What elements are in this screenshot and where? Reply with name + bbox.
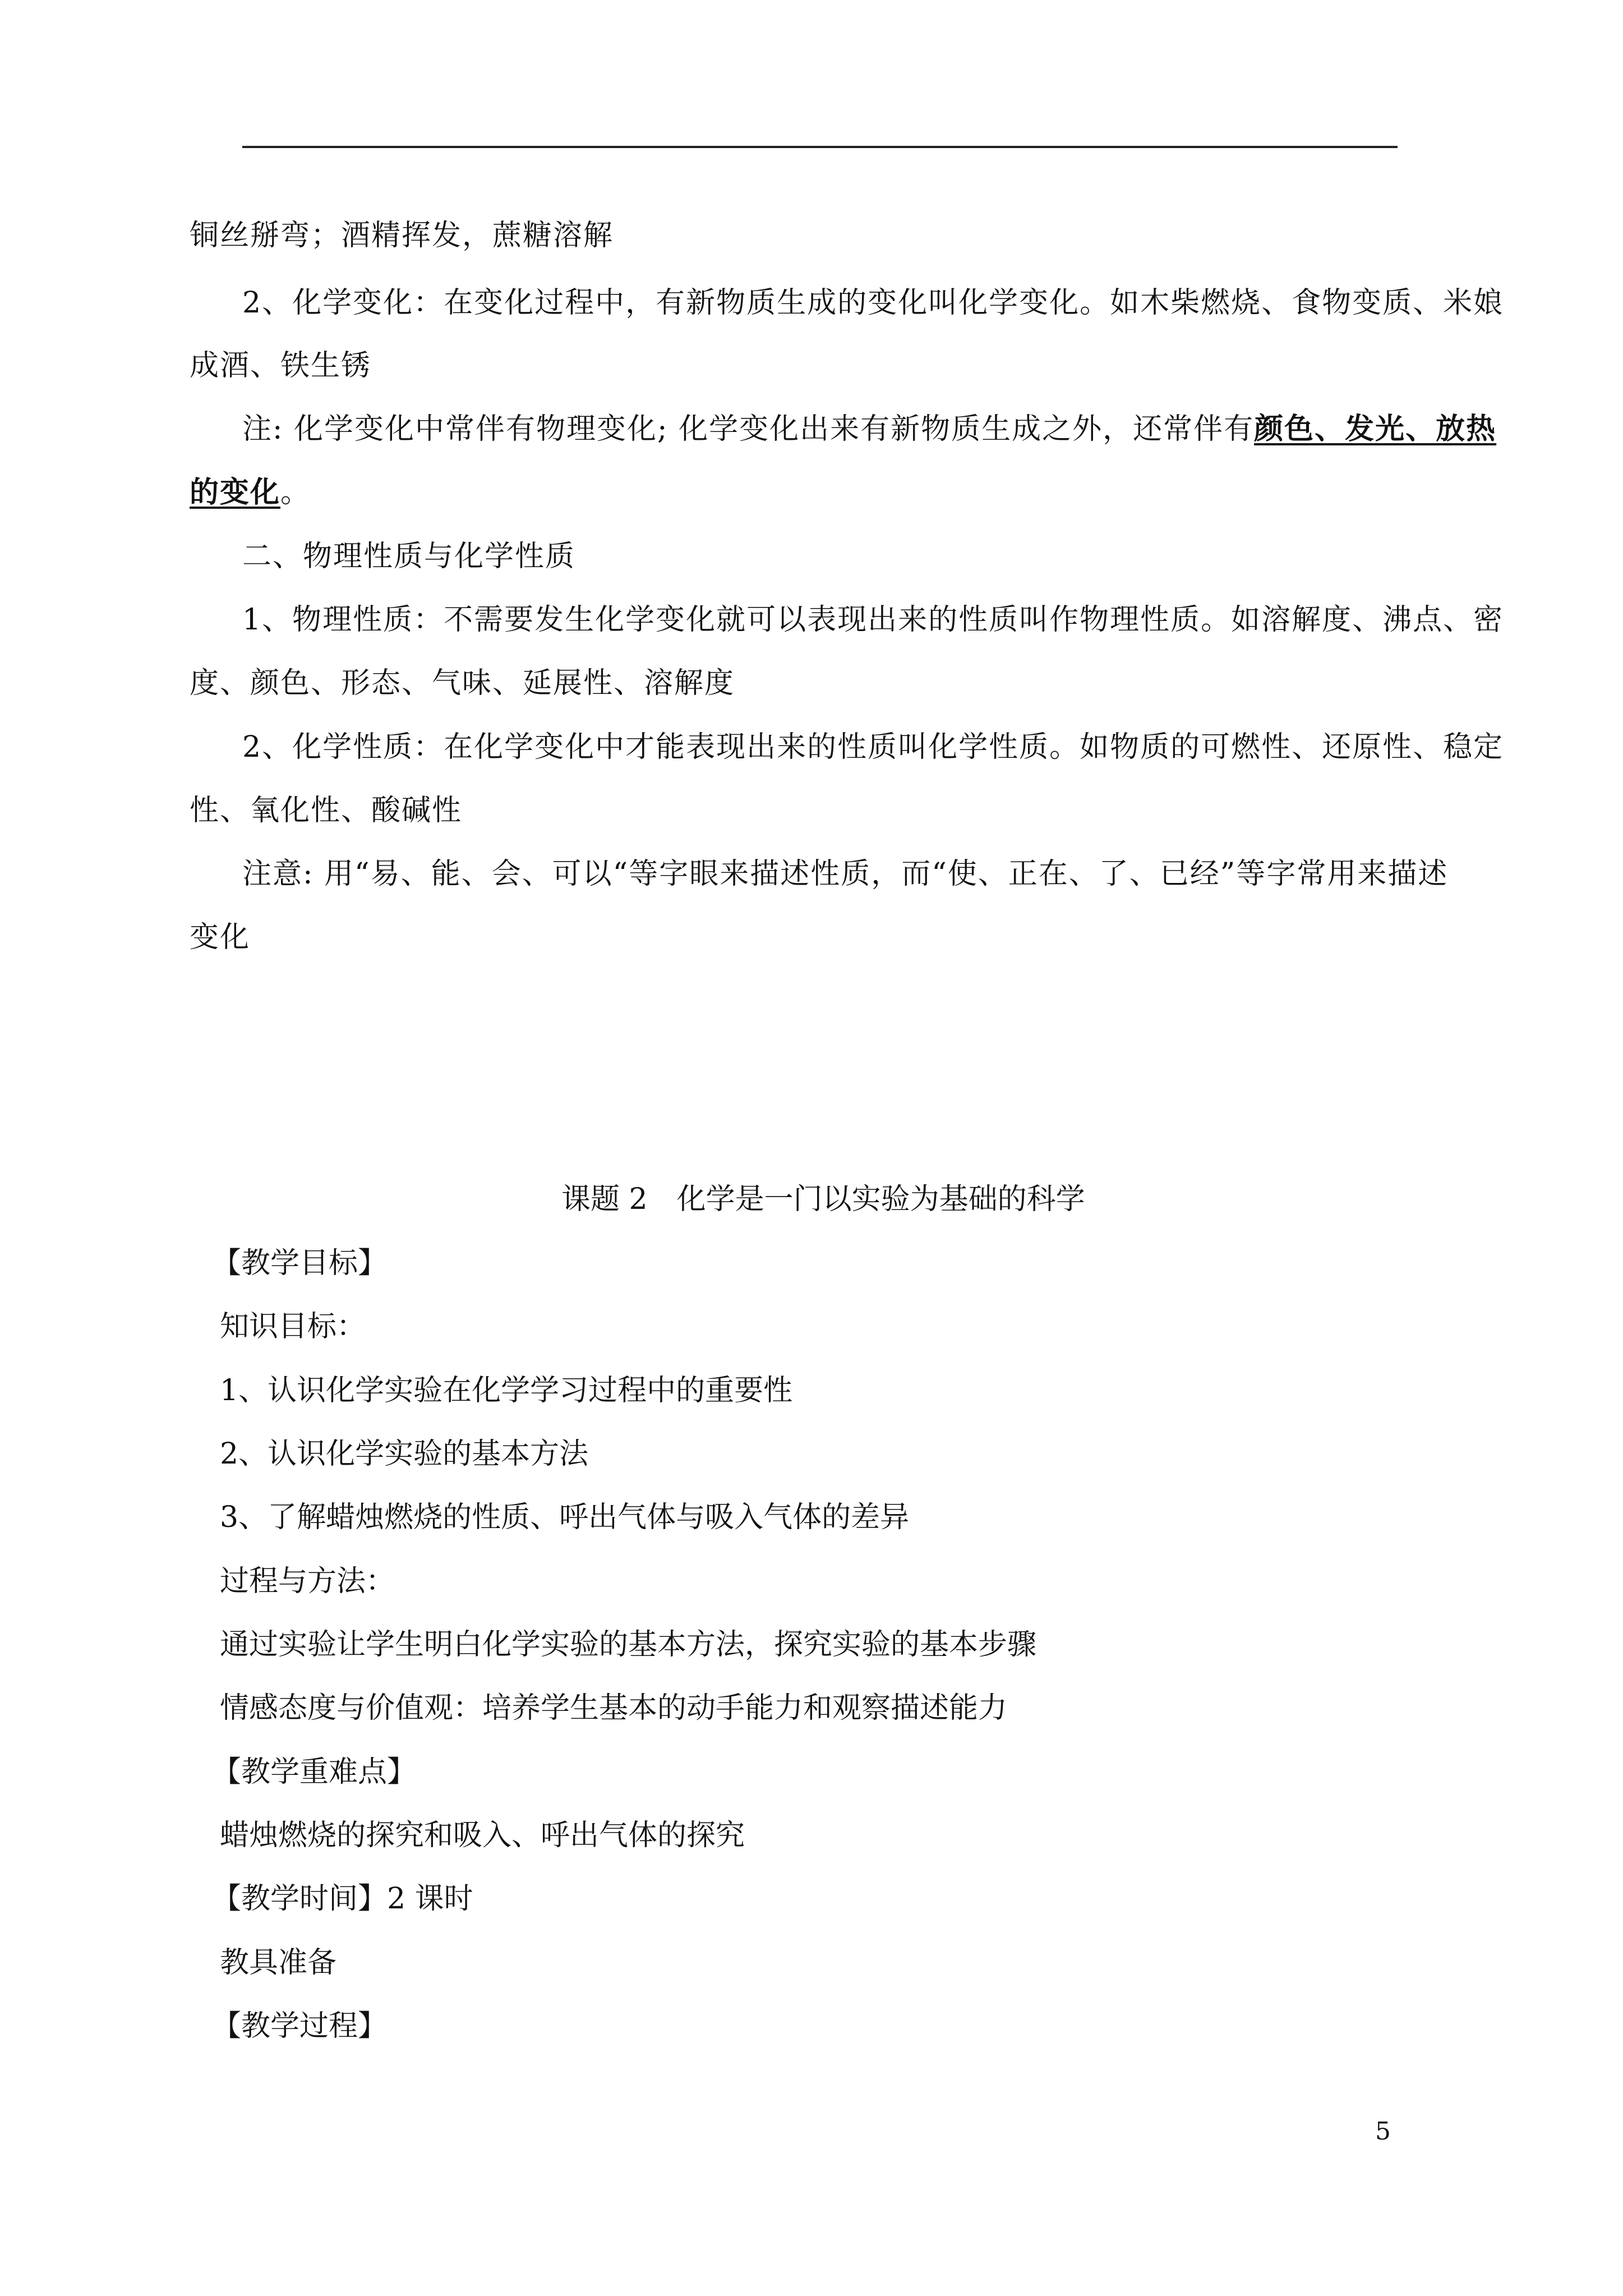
- paragraph-line: 度、颜色、形态、气味、延展性、溶解度: [190, 666, 735, 700]
- paragraph-line: 2、化学变化：在变化过程中，有新物质生成的变化叫化学变化。如木柴燃烧、食物变质、米娘: [242, 286, 1504, 320]
- section-label: 【教学过程】: [212, 2009, 388, 2043]
- header-rule: [242, 146, 1398, 148]
- list-item: 1、认识化学实验在化学学习过程中的重要性: [220, 1374, 793, 1407]
- paragraph-line: 情感态度与价值观：培养学生基本的动手能力和观察描述能力: [220, 1691, 1008, 1725]
- subsection-label: 过程与方法：: [220, 1565, 395, 1598]
- paragraph-line: 变化: [190, 921, 251, 954]
- subsection-label: 教具准备: [220, 1946, 337, 1980]
- emphasis-text: 的变化: [190, 475, 281, 509]
- note-text: 注: 化学变化中常伴有物理变化; 化学变化出来有新物质生成之外，还常伴有: [242, 412, 1255, 446]
- section-heading: 二、物理性质与化学性质: [242, 540, 576, 573]
- paragraph-line: 1、物理性质：不需要发生化学变化就可以表现出来的性质叫作物理性质。如溶解度、沸点、密: [242, 603, 1504, 637]
- section-label: 【教学时间】2 课时: [212, 1882, 473, 1916]
- paragraph-line: 成酒、铁生锈: [190, 349, 372, 383]
- paragraph-line: 性、氧化性、酸碱性: [190, 794, 463, 827]
- paragraph-line: 通过实验让学生明白化学实验的基本方法，探究实验的基本步骤: [220, 1628, 1037, 1662]
- note-text: 。: [280, 476, 311, 509]
- subsection-label: 知识目标：: [220, 1310, 366, 1343]
- list-item: 2、认识化学实验的基本方法: [220, 1437, 589, 1471]
- section-label: 【教学目标】: [212, 1246, 388, 1280]
- section-label: 【教学重难点】: [212, 1755, 417, 1789]
- note-line: [242, 412, 1496, 446]
- lesson-title: 课题 2 化学是一门以实验为基础的科学: [561, 1182, 1085, 1216]
- paragraph-line: 蜡烛燃烧的探究和吸入、呼出气体的探究: [220, 1819, 745, 1852]
- paragraph-line: 注意: 用“易、能、会、可以“等字眼来描述性质，而“使、正在、了、已经”等字常用来描述: [242, 857, 1449, 891]
- emphasis-text: 颜色、发光、放热: [1254, 412, 1497, 446]
- paragraph-line: 铜丝掰弯；酒精挥发，蔗糖溶解: [190, 219, 614, 252]
- paragraph-line: 2、化学性质：在化学变化中才能表现出来的性质叫化学性质。如物质的可燃性、还原性、稳定: [242, 730, 1504, 764]
- list-item: 3、了解蜡烛燃烧的性质、呼出气体与吸入气体的差异: [220, 1501, 910, 1534]
- note-line: [190, 476, 311, 509]
- page-number: 5: [1375, 2117, 1391, 2146]
